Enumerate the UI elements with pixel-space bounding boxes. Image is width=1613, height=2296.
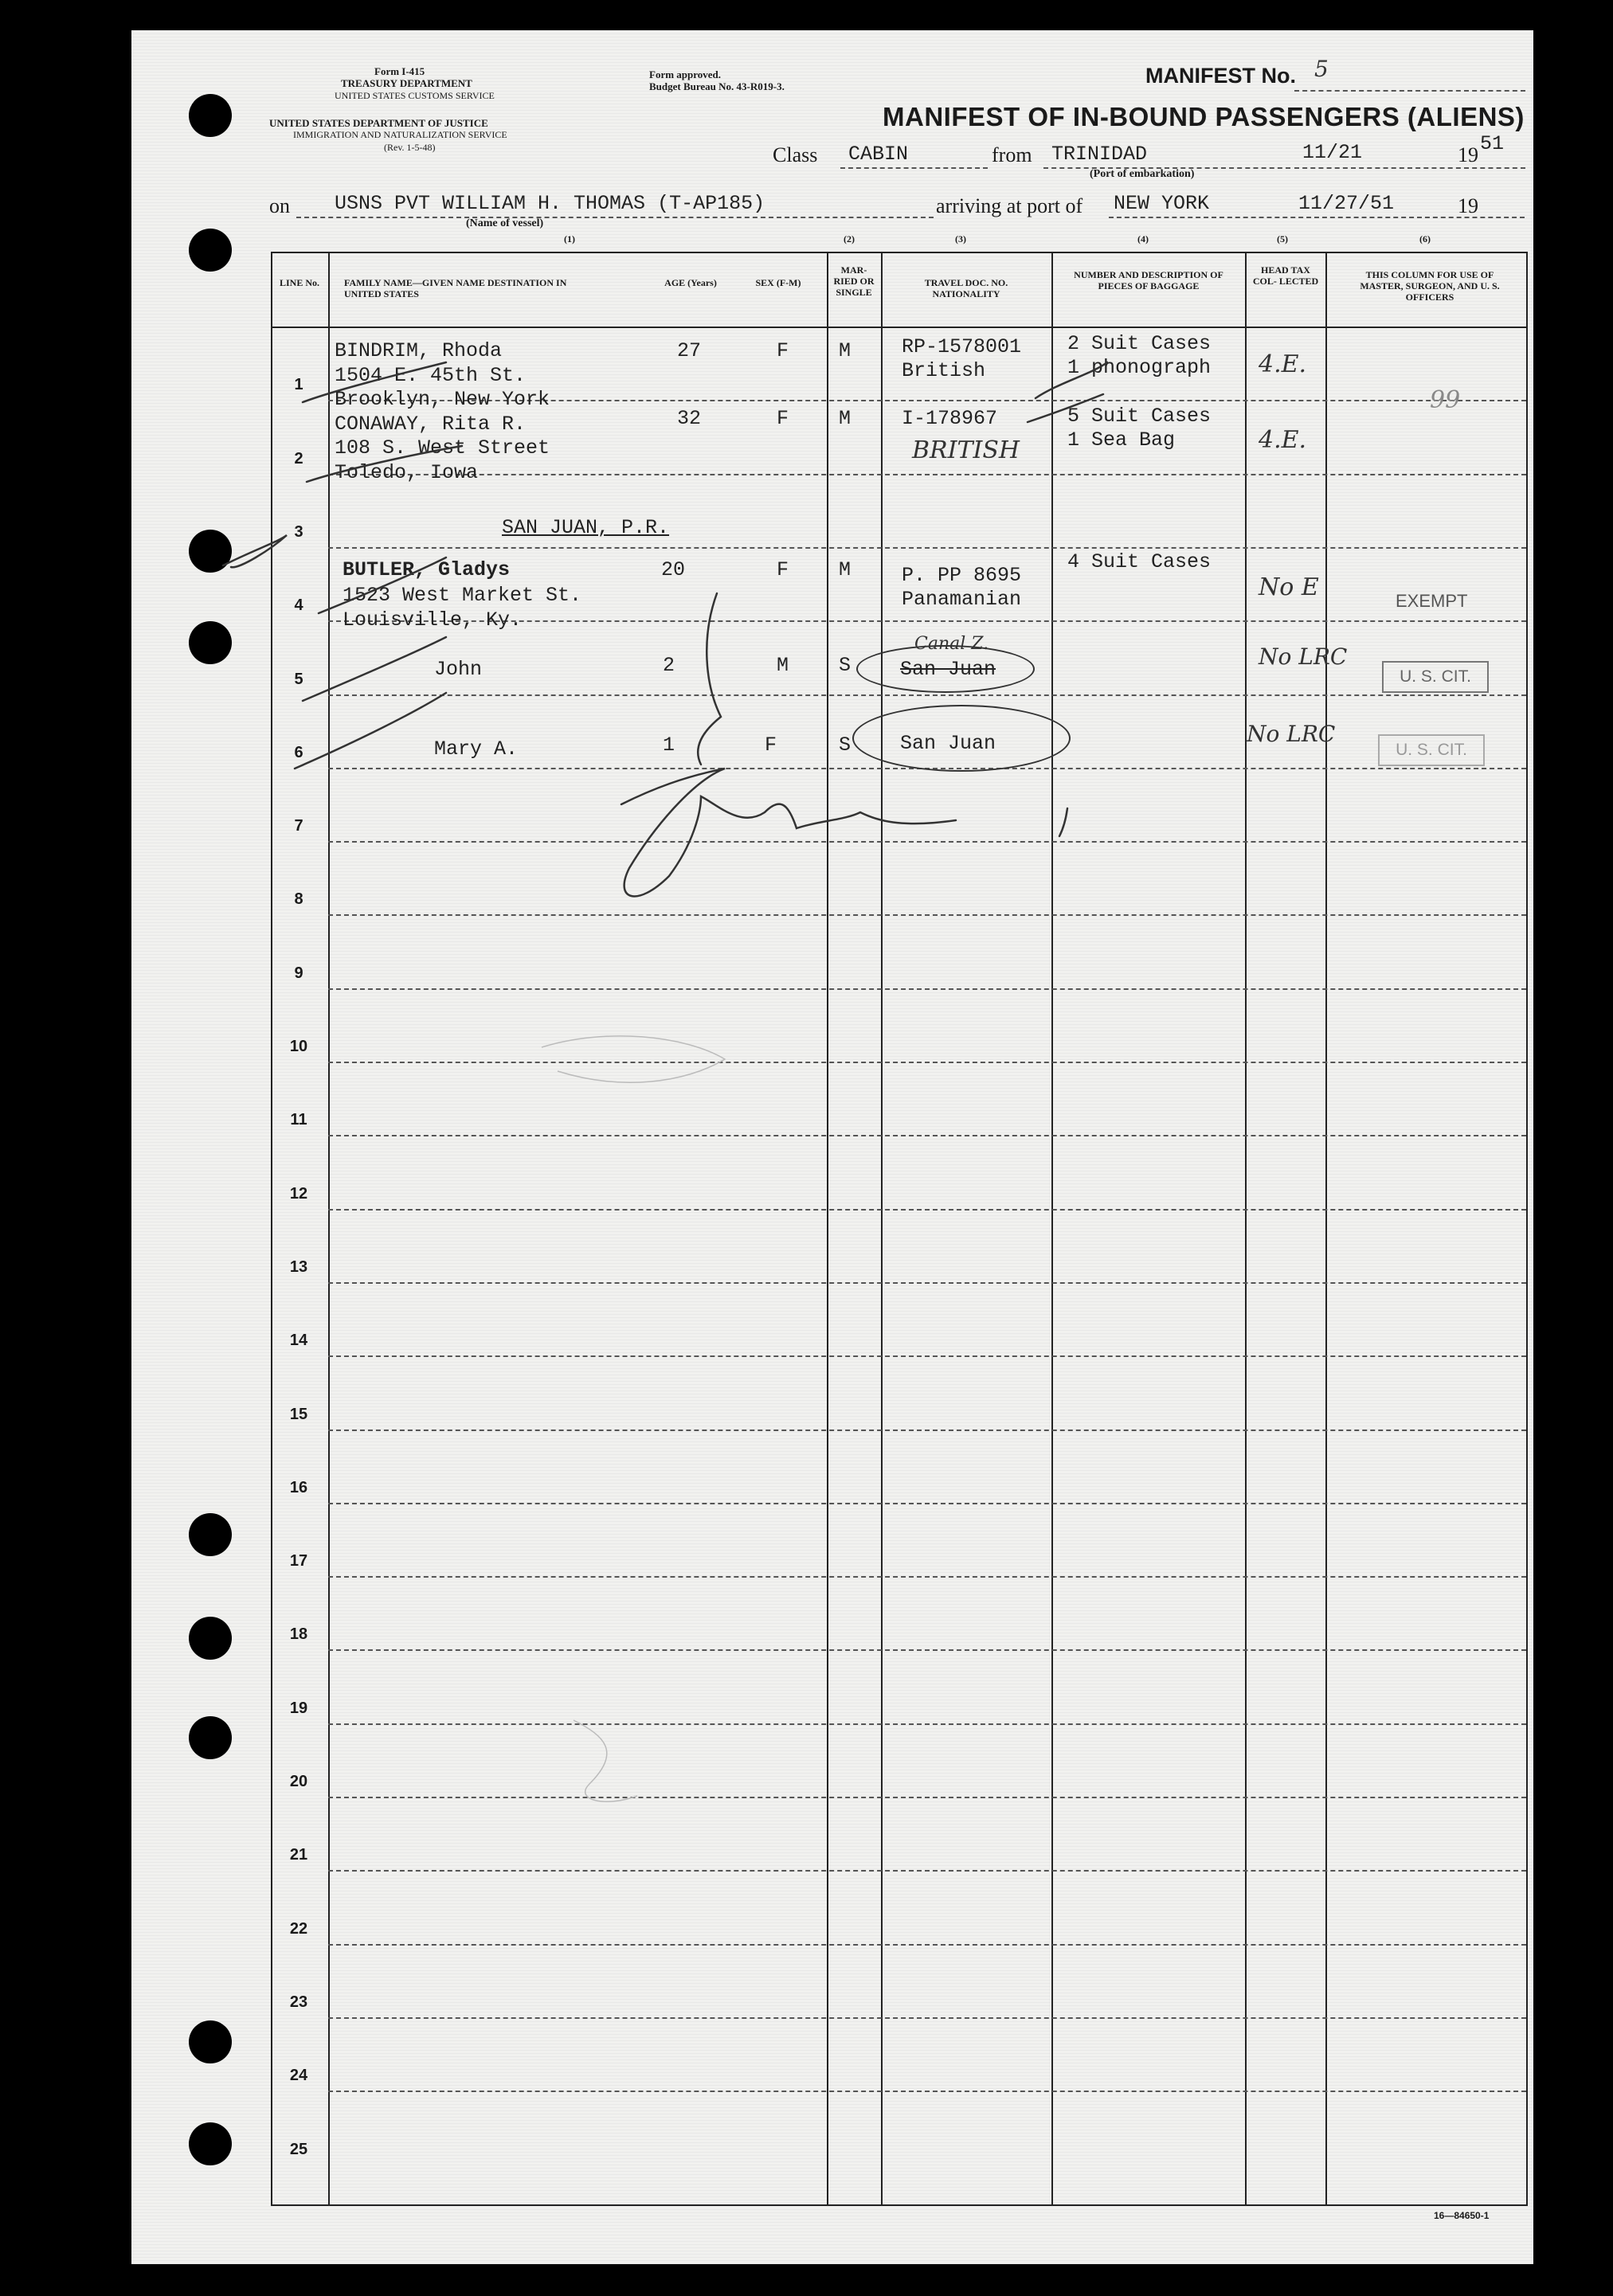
entry6-marital: S [839, 733, 852, 757]
col-travel-header: TRAVEL DOC. NO. NATIONALITY [924, 277, 1008, 299]
entry1-officer-note: 99 [1430, 386, 1461, 414]
entry2-marital: M [839, 407, 852, 430]
year-prefix: 19 [1458, 143, 1478, 166]
line-number: 18 [289, 1625, 308, 1643]
entry4-addr1: 1523 West Market St. [343, 584, 582, 607]
line-number: 4 [294, 596, 303, 614]
entry5-nationality-hand: Canal Z. [914, 634, 989, 654]
port-caption: (Port of embarkation) [1090, 168, 1195, 180]
colnum-2: (2) [844, 233, 855, 244]
line-number: 23 [289, 1993, 308, 2011]
col-name-header: FAMILY NAME—GIVEN NAME DESTINATION IN UNITED STATES [344, 277, 567, 299]
col-headtax-header: HEAD TAX COL- LECTED [1252, 264, 1319, 287]
entry2-sex: F [777, 407, 789, 430]
line-number: 1 [294, 376, 303, 393]
line-number: 7 [294, 817, 303, 835]
entry1-age: 27 [677, 339, 702, 362]
entry6-sex: F [765, 733, 777, 757]
line-number: 20 [289, 1773, 308, 1790]
line-number: 8 [294, 890, 303, 908]
line-number: 24 [289, 2067, 308, 2084]
arrival-port: NEW YORK [1114, 192, 1210, 215]
entry4-exempt-stamp: EXEMPT [1396, 591, 1468, 611]
entry6-age: 1 [663, 733, 675, 757]
entry4-marital: M [839, 558, 852, 581]
entry1-addr1: 1504 E. 45th St. [335, 364, 527, 387]
vessel-caption: (Name of vessel) [466, 217, 544, 229]
line-number: 16 [289, 1479, 308, 1496]
line-number: 15 [289, 1406, 308, 1423]
entry1-doc: RP-1578001 [902, 335, 1022, 358]
class-value: CABIN [848, 143, 909, 166]
form-title: MANIFEST OF IN-BOUND PASSENGERS (ALIENS) [883, 102, 1525, 131]
line-number: 3 [294, 523, 303, 541]
entry4-bag1: 4 Suit Cases [1067, 550, 1212, 573]
entry5-marital: S [839, 654, 852, 677]
manifest-number: 5 [1314, 56, 1329, 82]
line-number: 2 [294, 450, 303, 467]
entry5-name: John [434, 658, 483, 681]
entry6-citizen-stamp: U. S. CIT. [1378, 734, 1485, 766]
entry4-name: BUTLER, Gladys [343, 558, 511, 581]
section-heading: SAN JUAN, P.R. [502, 516, 670, 539]
col-sex-header: SEX (F-M) [755, 277, 801, 288]
entry5-age: 2 [663, 654, 675, 677]
from-value: TRINIDAD [1051, 143, 1148, 166]
col-baggage-header: NUMBER AND DESCRIPTION OF PIECES OF BAGGAGE [1074, 269, 1223, 291]
line-number: 10 [289, 1038, 308, 1055]
entry2-name: CONAWAY, Rita R. [335, 413, 527, 436]
customs-service: UNITED STATES CUSTOMS SERVICE [335, 90, 495, 101]
depart-date: 11/21 [1302, 141, 1363, 164]
entry2-addr1: 108 S. West Street [335, 436, 550, 460]
line-number: 25 [289, 2141, 308, 2158]
entry1-headtax: 4.E. [1259, 350, 1307, 378]
entry4-age: 20 [661, 558, 686, 581]
line-number: 22 [289, 1920, 308, 1938]
entry5-sex: M [777, 654, 789, 677]
line-number: 12 [289, 1185, 308, 1203]
from-label: from [992, 143, 1032, 166]
entry2-addr2: Toledo, Iowa [335, 461, 479, 484]
class-label: Class [773, 143, 818, 166]
entry1-addr2: Brooklyn, New York [335, 388, 550, 411]
line-number: 11 [290, 1111, 307, 1128]
footer-code: 16—84650-1 [1434, 2210, 1490, 2221]
entry6-name: Mary A. [434, 737, 519, 761]
entry2-doc: I-178967 [902, 407, 998, 430]
entry1-bag2: 1 phonograph [1067, 356, 1212, 379]
on-label: on [269, 194, 290, 217]
colnum-4: (4) [1137, 233, 1149, 244]
form-approved: Form approved. [649, 68, 722, 80]
form-number: Form I-415 [374, 65, 425, 77]
col-officers-header: THIS COLUMN FOR USE OF MASTER, SURGEON, AND U. S. OFFICERS [1360, 269, 1500, 303]
entry1-sex: F [777, 339, 789, 362]
entry4-doc: P. PP 8695 [902, 564, 1022, 587]
budget-bureau: Budget Bureau No. 43-R019-3. [649, 80, 785, 92]
manifest-no-label: MANIFEST No. [1145, 64, 1296, 88]
revision-date: (Rev. 1-5-48) [384, 142, 436, 153]
entry2-bag1: 5 Suit Cases [1067, 405, 1212, 428]
colnum-5: (5) [1277, 233, 1288, 244]
arrival-date: 11/27/51 [1298, 192, 1395, 215]
line-number: 19 [289, 1700, 308, 1717]
entry4-addr2: Louisville, Ky. [343, 608, 523, 632]
entry2-headtax: 4.E. [1259, 426, 1307, 454]
colnum-3: (3) [955, 233, 966, 244]
justice-dept: UNITED STATES DEPARTMENT OF JUSTICE [269, 117, 488, 129]
entry1-bag1: 2 Suit Cases [1067, 332, 1212, 355]
treasury-dept: TREASURY DEPARTMENT [341, 77, 472, 89]
line-number: 17 [289, 1552, 308, 1570]
entry4-headtax: No E [1259, 573, 1319, 601]
entry5-headtax: No LRC [1259, 643, 1348, 670]
year-suffix: 51 [1480, 132, 1505, 155]
entry1-name: BINDRIM, Rhoda [335, 339, 503, 362]
arrival-year: 19 [1458, 194, 1478, 217]
line-number: 21 [289, 1846, 308, 1864]
ins-service: IMMIGRATION AND NATURALIZATION SERVICE [293, 129, 507, 140]
colnum-1: (1) [564, 233, 575, 244]
entry4-sex: F [777, 558, 789, 581]
arriving-label: arriving at port of [936, 194, 1083, 217]
colnum-6: (6) [1419, 233, 1431, 244]
entry4-nationality: Panamanian [902, 588, 1022, 611]
entry6-headtax: No LRC [1247, 721, 1336, 747]
entry5-citizen-stamp: U. S. CIT. [1382, 661, 1489, 693]
line-number: 9 [294, 964, 303, 982]
line-number: 13 [289, 1258, 308, 1276]
entry5-nationality-struck: San Juan [900, 658, 996, 681]
entry6-nationality: San Juan [900, 732, 996, 755]
entry2-bag2: 1 Sea Bag [1067, 428, 1176, 452]
entry1-marital: M [839, 339, 852, 362]
entry2-nationality: BRITISH [912, 436, 1020, 464]
col-married-header: MAR- RIED OR SINGLE [833, 264, 875, 298]
line-number: 6 [294, 744, 303, 761]
line-number: 5 [294, 671, 303, 688]
entry2-age: 32 [677, 407, 702, 430]
col-line-header: LINE No. [279, 277, 319, 288]
vessel-name: USNS PVT WILLIAM H. THOMAS (T-AP185) [335, 192, 765, 215]
col-age-header: AGE (Years) [664, 277, 717, 288]
entry1-nationality: British [902, 359, 986, 382]
line-number: 14 [289, 1332, 308, 1349]
